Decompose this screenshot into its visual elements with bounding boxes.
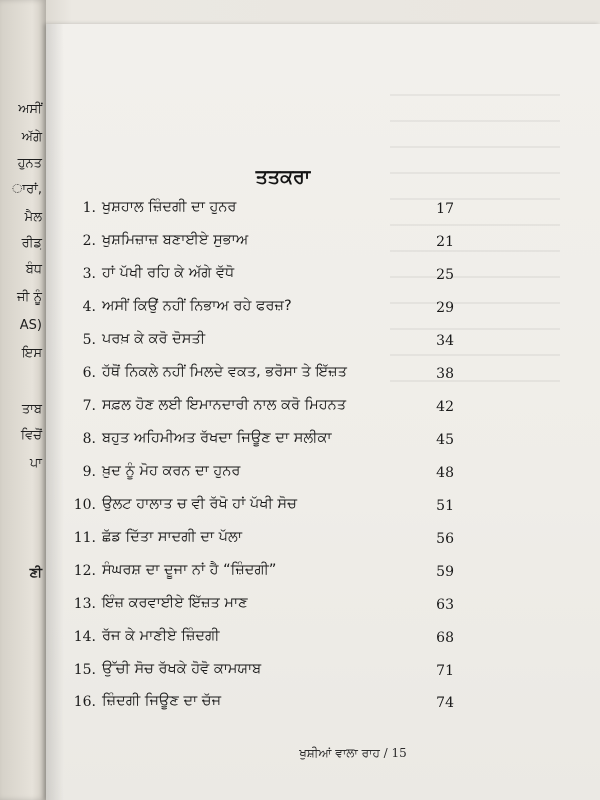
toc-entry xyxy=(46,362,600,386)
page-footer: ਖੁਸ਼ੀਆਂ ਵਾਲਾ ਰਾਹ / 15 xyxy=(299,746,407,760)
toc-title: ਜ਼ਿੰਦਗੀ ਜਿਊਣ ਦਾ ਚੱਜ xyxy=(102,693,222,709)
toc-number: 9. xyxy=(82,464,96,480)
left-page-fragment: ਵਿਚੋਂ xyxy=(20,428,42,443)
left-page-fragment: ਰੀਡ਼ xyxy=(21,236,42,251)
toc-entry xyxy=(46,428,600,452)
left-page-fragment: ਜੀ ਨੂੰ xyxy=(17,290,42,305)
toc-entry xyxy=(46,560,600,584)
previous-page-edge xyxy=(0,0,46,800)
toc-title: ਖ਼ੁਦ ਨੂੰ ਮੋਹ ਕਰਨ ਦਾ ਹੁਨਰ xyxy=(102,463,241,479)
toc-entry xyxy=(46,494,600,518)
toc-entry xyxy=(46,461,600,485)
toc-number: 6. xyxy=(82,365,96,381)
toc-number: 10. xyxy=(73,497,96,513)
toc-title: ਹਾਂ ਪੱਖੀ ਰਹਿ ਕੇ ਅੱਗੇ ਵੱਧੋ xyxy=(102,265,235,281)
toc-title: ਖੁਸ਼ਮਿਜ਼ਾਜ਼ ਬਣਾਈਏ ਸੁਭਾਅ xyxy=(102,232,249,248)
toc-page-number: 21 xyxy=(436,234,454,250)
left-page-fragment: ਮੈਲ xyxy=(24,210,42,225)
toc-title: ਉੱਚੀ ਸੋਚ ਰੱਖਕੇ ਹੋਵੋ ਕਾਮਯਾਬ xyxy=(102,661,262,677)
toc-number: 14. xyxy=(73,629,96,645)
toc-number: 15. xyxy=(73,662,96,678)
contents-page xyxy=(46,24,600,800)
toc-number: 5. xyxy=(82,332,96,348)
toc-page-number: 59 xyxy=(436,564,454,580)
toc-page-number: 63 xyxy=(436,597,454,613)
toc-page-number: 56 xyxy=(436,531,454,547)
toc-entry xyxy=(46,230,600,254)
toc-number: 12. xyxy=(73,563,96,579)
left-page-fragment: AS) xyxy=(19,318,42,333)
left-page-fragment: ਤਾਬ xyxy=(21,402,42,417)
toc-title: ਸਫ਼ਲ ਹੋਣ ਲਈ ਇਮਾਨਦਾਰੀ ਨਾਲ ਕਰੋ ਮਿਹਨਤ xyxy=(102,397,347,413)
toc-number: 8. xyxy=(82,431,96,447)
toc-number: 11. xyxy=(73,530,96,546)
toc-page-number: 38 xyxy=(436,366,454,382)
toc-title: ਖੁਸ਼ਹਾਲ ਜ਼ਿੰਦਗੀ ਦਾ ਹੁਨਰ xyxy=(102,199,237,215)
left-page-fragment: ਹੁਨਤ xyxy=(17,156,42,171)
toc-title: ਬਹੁਤ ਅਹਿਮੀਅਤ ਰੱਖਦਾ ਜਿਊਣ ਦਾ ਸਲੀਕਾ xyxy=(102,430,332,446)
left-page-fragment: ਬੰਧ xyxy=(25,262,42,277)
toc-title: ਹੱਥੋਂ ਨਿਕਲੇ ਨਹੀਂ ਮਿਲਦੇ ਵਕਤ, ਭਰੋਸਾ ਤੇ ਇੱਜ਼ਤ xyxy=(102,364,347,380)
page-title: ਤਤਕਰਾ xyxy=(255,166,311,188)
toc-title: ਪਰਖ਼ ਕੇ ਕਰੋ ਦੋਸਤੀ xyxy=(102,331,206,347)
toc-number: 16. xyxy=(73,694,96,710)
toc-page-number: 42 xyxy=(436,399,454,415)
toc-entry xyxy=(46,263,600,287)
left-page-fragment: ਾਰਾਂ, xyxy=(12,182,42,197)
toc-number: 2. xyxy=(82,233,96,249)
toc-entry xyxy=(46,691,600,715)
left-page-fragment: ਪਾ xyxy=(29,456,42,471)
toc-page-number: 17 xyxy=(436,201,454,217)
toc-number: 3. xyxy=(82,266,96,282)
toc-page-number: 34 xyxy=(436,333,454,349)
toc-entry xyxy=(46,593,600,617)
toc-page-number: 71 xyxy=(436,663,454,679)
toc-title: ਇੰਜ਼ ਕਰਵਾਈਏ ਇੱਜ਼ਤ ਮਾਣ xyxy=(102,595,248,611)
toc-entry xyxy=(46,197,600,221)
left-page-fragment: ਅੱਗੇ xyxy=(21,130,42,145)
toc-page-number: 68 xyxy=(436,630,454,646)
toc-title: ਸੰਘਰਸ਼ ਦਾ ਦੂਜਾ ਨਾਂ ਹੈ “ਜ਼ਿੰਦਗੀ” xyxy=(102,562,277,578)
toc-title: ਅਸੀਂ ਕਿਉਂ ਨਹੀਂ ਨਿਭਾਅ ਰਹੇ ਫਰਜ਼? xyxy=(102,298,292,314)
toc-entry xyxy=(46,527,600,551)
toc-entry xyxy=(46,395,600,419)
toc-number: 7. xyxy=(82,398,96,414)
toc-entry xyxy=(46,296,600,320)
toc-number: 4. xyxy=(82,299,96,315)
toc-title: ਰੱਜ ਕੇ ਮਾਣੀਏ ਜ਼ਿੰਦਗੀ xyxy=(102,628,220,644)
toc-page-number: 48 xyxy=(436,465,454,481)
toc-number: 1. xyxy=(82,200,96,216)
toc-entry xyxy=(46,329,600,353)
toc-page-number: 51 xyxy=(436,498,454,514)
toc-number: 13. xyxy=(73,596,96,612)
toc-page-number: 74 xyxy=(436,695,454,711)
toc-entry xyxy=(46,659,600,683)
toc-page-number: 45 xyxy=(436,432,454,448)
left-page-fragment: ਣੀ xyxy=(29,566,42,581)
toc-title: ਉਲਟ ਹਾਲਾਤ ਚ ਵੀ ਰੱਖੋ ਹਾਂ ਪੱਖੀ ਸੋਚ xyxy=(102,496,297,512)
left-page-fragment: ਅਸੀਂ xyxy=(18,102,42,117)
toc-entry xyxy=(46,626,600,650)
toc-title: ਛੱਡ ਦਿੱਤਾ ਸਾਦਗੀ ਦਾ ਪੱਲਾ xyxy=(102,529,242,545)
toc-page-number: 29 xyxy=(436,300,454,316)
toc-page-number: 25 xyxy=(436,267,454,283)
left-page-fragment: ਇਸ xyxy=(22,346,42,361)
